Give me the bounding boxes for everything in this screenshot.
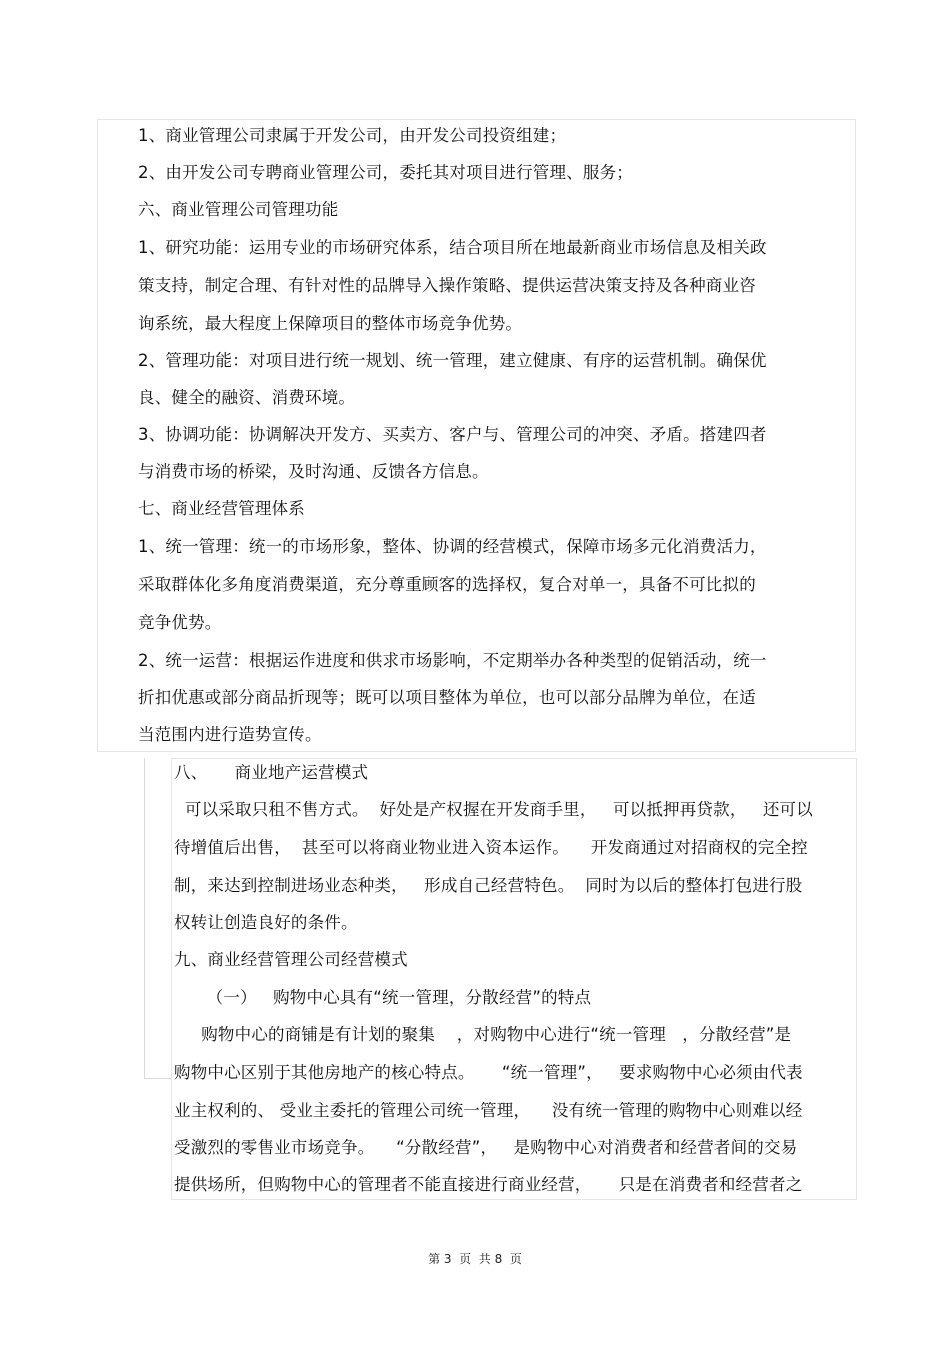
section-heading: 八、 商业地产运营模式: [174, 763, 369, 782]
text-line: 2、由开发公司专聘商业管理公司，委托其对项目进行管理、服务；: [138, 163, 633, 182]
lower-left-bracket: [144, 758, 171, 1079]
text-line: 1、研究功能：运用专业的市场研究体系，结合项目所在地最新商业市场信息及相关政: [138, 238, 767, 257]
text-line: 购物中心的商铺是有计划的聚集 ，对购物中心进行“统一管理 ，分散经营”是: [174, 1025, 792, 1044]
text-line: 制，来达到控制进场业态种类， 形成自己经营特色。 同时为以后的整体打包进行股: [174, 876, 803, 895]
section-heading: 九、商业经营管理公司经营模式: [174, 950, 408, 969]
text-line: 与消费市场的桥梁，及时沟通、反馈各方信息。: [138, 462, 489, 481]
text-line: 竞争优势。: [138, 613, 222, 632]
text-line: 采取群体化多角度消费渠道，充分尊重顾客的选择权，复合对单一，具备不可比拟的: [138, 575, 756, 594]
text-line: 业主权利的、 受业主委托的管理公司统一管理， 没有统一管理的购物中心则难以经: [174, 1101, 803, 1120]
text-line: 折扣优惠或部分商品折现等；既可以项目整体为单位，也可以部分品牌为单位，在适: [138, 688, 756, 707]
subsection-heading: （一） 购物中心具有“统一管理，分散经营”的特点: [174, 988, 592, 1007]
text-line: 当范围内进行造势宣传。: [138, 725, 322, 744]
text-line: 策支持，制定合理、有针对性的品牌导入操作策略、提供运营决策支持及各种商业咨: [138, 276, 756, 295]
text-line: 权转让创造良好的条件。: [174, 913, 358, 932]
text-line: 1、统一管理：统一的市场形象，整体、协调的经营模式，保障市场多元化消费活力，: [138, 537, 767, 556]
section-heading: 六、商业管理公司管理功能: [138, 200, 339, 219]
text-line: 提供场所，但购物中心的管理者不能直接进行商业经营， 只是在消费者和经营者之: [174, 1175, 803, 1194]
text-line: 待增值后出售， 甚至可以将商业物业进入资本运作。 开发商通过对招商权的完全控: [174, 838, 808, 857]
lower-text-frame: [171, 758, 857, 1200]
section-heading: 七、商业经营管理体系: [138, 499, 305, 518]
text-line: 1、商业管理公司隶属于开发公司，由开发公司投资组建；: [138, 126, 567, 145]
text-line: 2、统一运营：根据运作进度和供求市场影响，不定期举办各种类型的促销活动，统一: [138, 651, 767, 670]
text-line: 可以采取只租不售方式。 好处是产权握在开发商手里， 可以抵押再贷款， 还可以: [174, 800, 813, 819]
text-line: 受激烈的零售业市场竞争。 “分散经营”， 是购物中心对消费者和经营者间的交易: [174, 1138, 798, 1157]
text-line: 3、协调功能：协调解决开发方、买卖方、客户与、管理公司的冲突、矛盾。搭建四者: [138, 425, 767, 444]
text-line: 询系统，最大程度上保障项目的整体市场竞争优势。: [138, 314, 523, 333]
text-line: 良、健全的融资、消费环境。: [138, 388, 356, 407]
text-line: 购物中心区别于其他房地产的核心特点。 “统一管理”， 要求购物中心必须由代表: [174, 1063, 803, 1082]
text-line: 2、管理功能：对项目进行统一规划、统一管理，建立健康、有序的运营机制。确保优: [138, 351, 767, 370]
page-number: 第 3 页 共 8 页: [428, 1252, 522, 1266]
